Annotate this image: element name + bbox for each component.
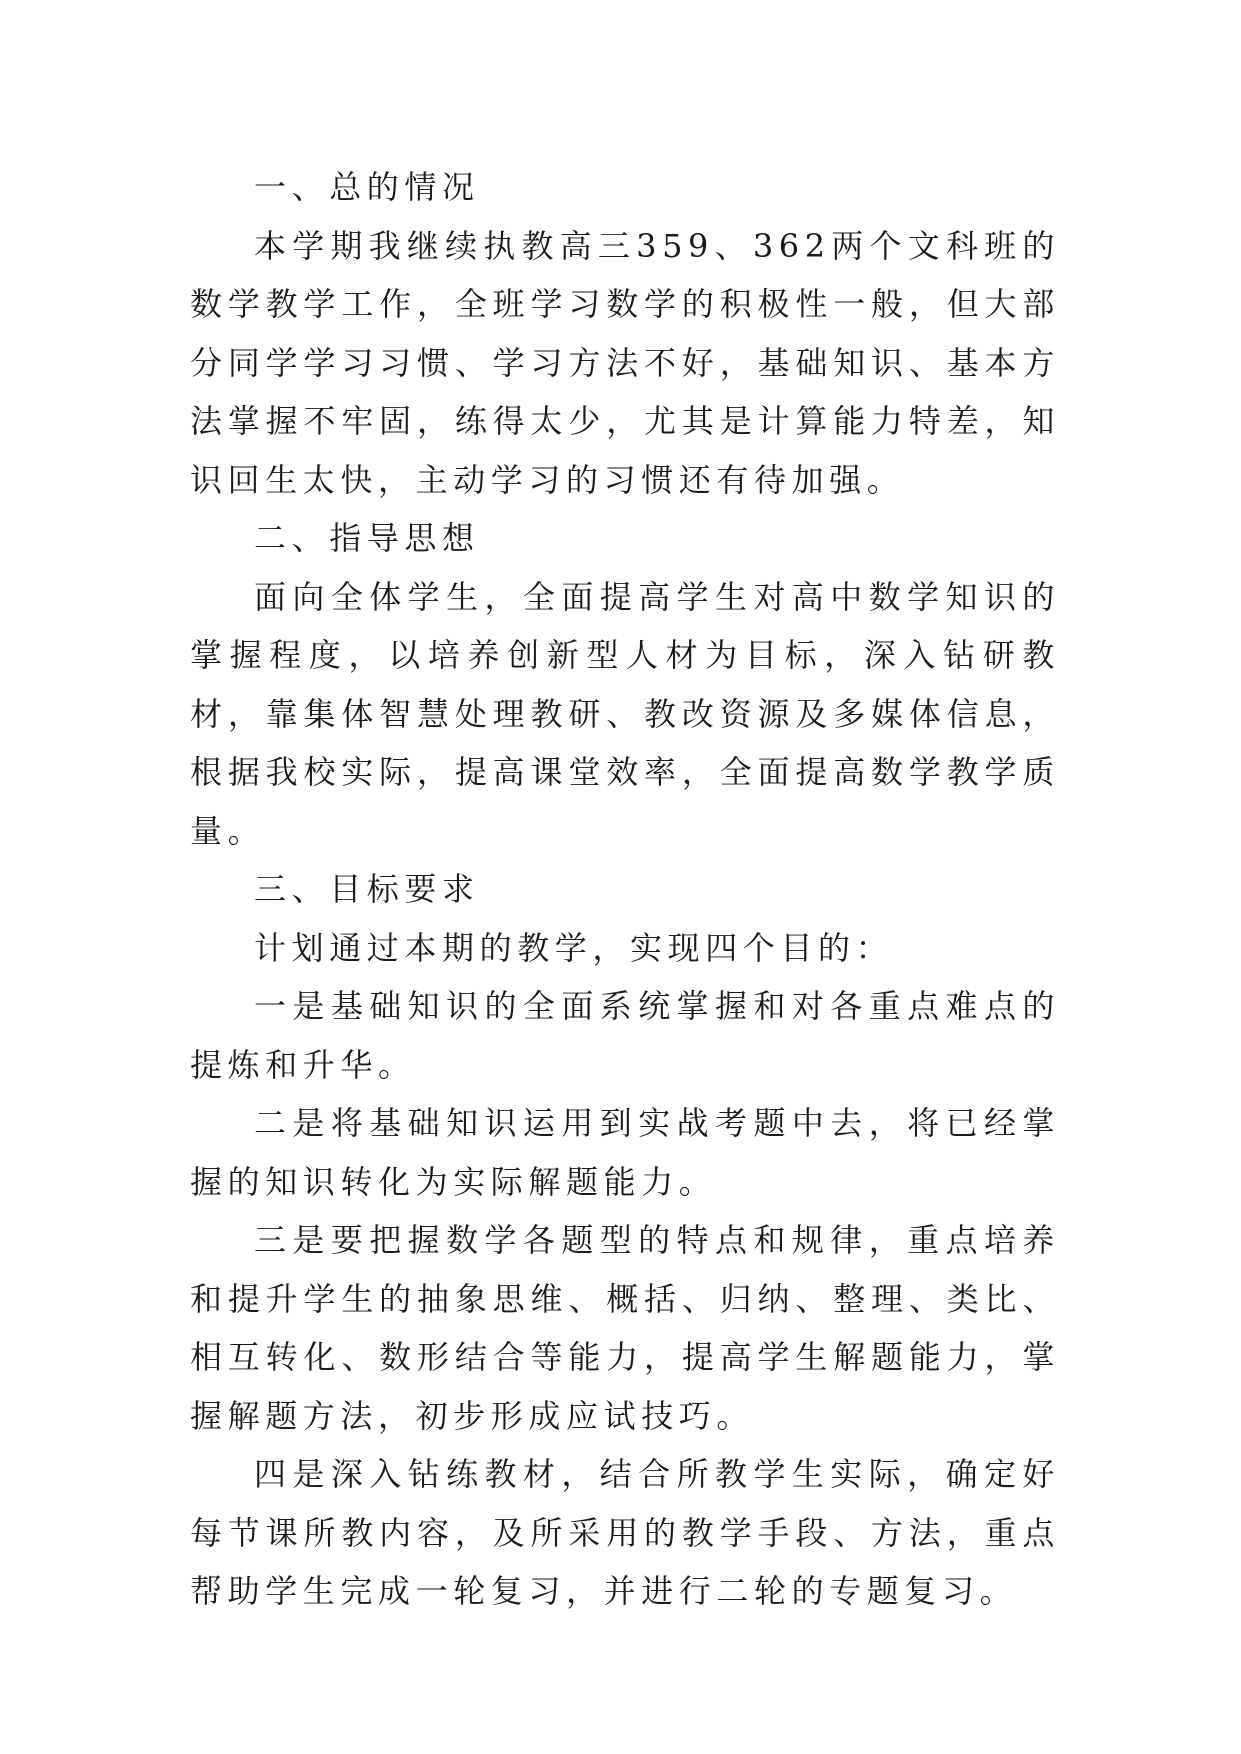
section-heading-goals: 三、目标要求: [254, 870, 480, 908]
section-heading-guiding-thought: 二、指导思想: [254, 519, 480, 557]
paragraph-goal-3: 三是要把握数学各题型的特点和规律，重点培养和提升学生的抽象思维、概括、归纳、整理、类比、相互转化、数形结合等能力，提高学生解题能力，掌握解题方法，初步形成应试技巧。: [190, 1221, 1060, 1435]
paragraph-goal-1: 一是基础知识的全面系统掌握和对各重点难点的提炼和升华。: [190, 987, 1060, 1084]
paragraph-goal-4: 四是深入钻练教材，结合所教学生实际，确定好每节课所教内容，及所采用的教学手段、方法，重点帮助学生完成一轮复习，并进行二轮的专题复习。: [190, 1455, 1060, 1610]
paragraph-guiding-thought: 面向全体学生，全面提高学生对高中数学知识的掌握程度，以培养创新型人材为目标，深入钻研教材，靠集体智慧处理教研、教改资源及多媒体信息，根据我校实际，提高课堂效率，全面提高数学教学质量。: [190, 577, 1060, 850]
paragraph-goals-intro: 计划通过本期的教学，实现四个目的：: [254, 928, 894, 967]
paragraph-goal-2: 二是将基础知识运用到实战考题中去，将已经掌握的知识转化为实际解题能力。: [190, 1104, 1060, 1201]
document-body: [190, 158, 1060, 1621]
section-heading-overview: 一、总的情况: [254, 168, 480, 206]
paragraph-overview: 本学期我继续执教高三359、362两个文科班的数学教学工作，全班学习数学的积极性一般，但大部分同学学习习惯、学习方法不好，基础知识、基本方法掌握不牢固，练得太少，尤其是计算能力特差，知识回生太快，主动学习的习惯还有待加强。: [190, 226, 1060, 499]
